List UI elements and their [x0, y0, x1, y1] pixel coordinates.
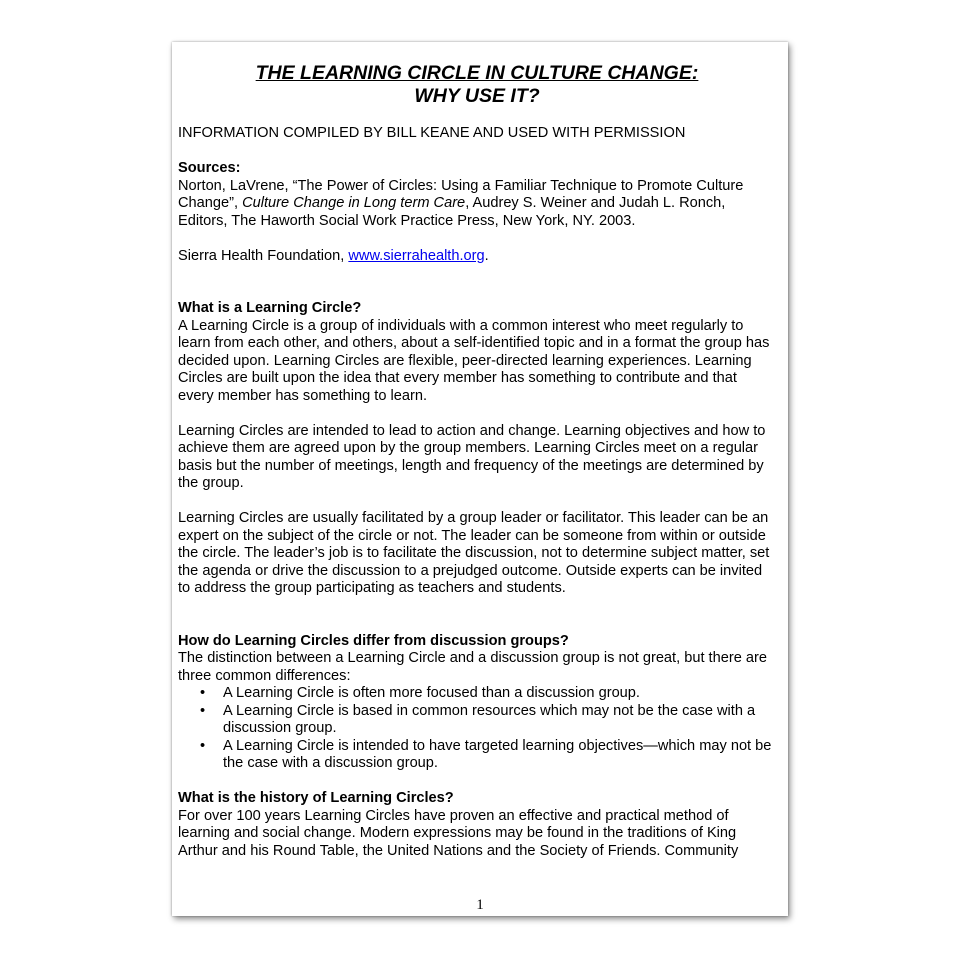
- source-reference-1: [178, 178, 776, 231]
- source-ref1-rest: , Audrey S. Weiner and Judah L. Ronch, Editors, The Haworth Social Work Practice Press, New York, NY. 2003.: [178, 195, 726, 229]
- document-page: [172, 42, 788, 916]
- list-item-text: A Learning Circle is intended to have targeted learning objectives—which may not be the case with a discussion group.: [223, 737, 772, 771]
- section1-paragraph-1: A Learning Circle is a group of individuals with a common interest who meet regularly to learn from each other, and others, about a self-identified topic and in a format the group has decided upon. Learning Circles are flexible, peer-directed learning experiences. Learning Circles are built upon the idea that every member has something to contribute and that every member has something to learn.: [178, 317, 770, 404]
- section-heading-differ: How do Learning Circles differ from discussion groups?: [178, 632, 569, 649]
- sierra-health-link[interactable]: www.sierrahealth.org: [348, 247, 485, 264]
- source-ref2-end: .: [484, 247, 489, 264]
- source-reference-2: [178, 248, 776, 266]
- section-heading-history: What is the history of Learning Circles?: [178, 790, 454, 806]
- list-item-text: A Learning Circle is based in common resources which may not be the case with a discussion group.: [223, 702, 756, 736]
- document-title: THE LEARNING CIRCLE IN CULTURE CHANGE:: [255, 62, 699, 84]
- section2-intro: The distinction between a Learning Circle and a discussion group is not great, but there are three common differences:: [178, 650, 767, 684]
- list-item: [178, 703, 776, 738]
- credit-line: INFORMATION COMPILED BY BILL KEANE AND USED WITH PERMISSION: [178, 125, 686, 141]
- bullet-icon: •: [200, 685, 206, 701]
- differences-list: [178, 685, 776, 773]
- sources-heading: Sources:: [178, 160, 241, 176]
- section1-paragraph-2: Learning Circles are intended to lead to action and change. Learning objectives and how to achieve them are agreed upon by the group members. Learning Circles meet on a regular basis but the number of meetings, length and frequency of the meetings are determined by the group.: [178, 422, 766, 491]
- bullet-icon: •: [200, 702, 206, 719]
- source-ref1-text: Norton, LaVrene, “The Power of Circles: Using a Familiar Technique to Promote Culture Change”,: [178, 177, 744, 211]
- document-subtitle: WHY USE IT?: [414, 85, 540, 107]
- source-ref1-book-title: Culture Change in Long term Care: [242, 195, 466, 211]
- section-heading-what-is: What is a Learning Circle?: [178, 300, 362, 316]
- page-number: 1: [476, 896, 484, 913]
- list-item-text: A Learning Circle is often more focused than a discussion group.: [223, 685, 640, 701]
- list-item: [178, 738, 776, 773]
- bullet-icon: •: [200, 737, 206, 754]
- section3-paragraph-1: For over 100 years Learning Circles have proven an effective and practical method of learning and social change. Modern expressions may be found in the traditions of King Arthur and his Round Table, the United Nations and the Society of Friends. Community: [178, 807, 739, 859]
- list-item: [178, 685, 776, 703]
- source-ref2-text: Sierra Health Foundation,: [178, 247, 349, 264]
- section1-paragraph-3: Learning Circles are usually facilitated by a group leader or facilitator. This leader can be an expert on the subject of the circle or not. The leader can be someone from within or outside the circle. The leader’s job is to facilitate the discussion, not to determine subject matter, set the agenda or drive the discussion to a prejudged outcome. Outside experts can be invited to address the group participating as teachers and students.: [178, 510, 770, 596]
